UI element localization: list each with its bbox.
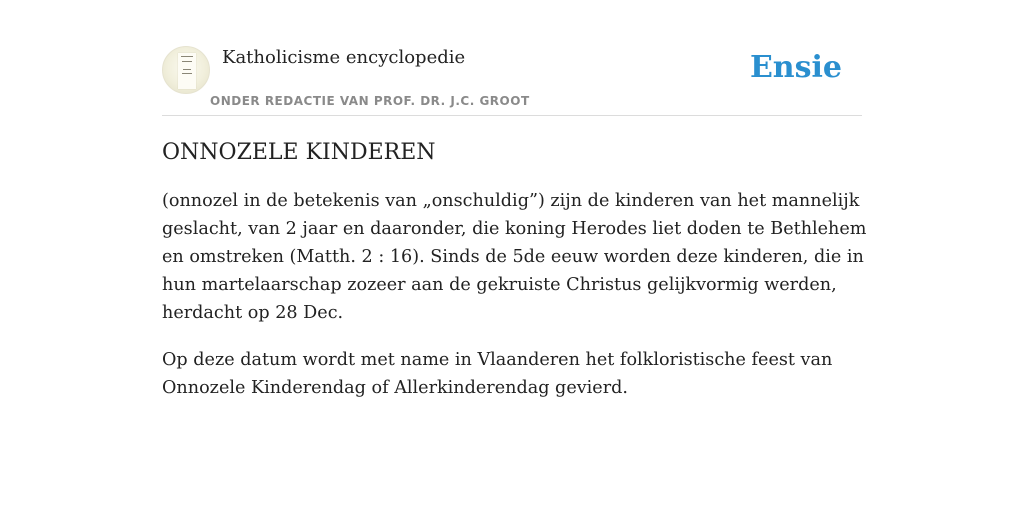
article-body — [162, 140, 867, 421]
book-cover-thumbnail[interactable] — [162, 46, 210, 94]
ensie-logo[interactable]: Ensie — [749, 50, 842, 85]
editor-credit: ONDER REDACTIE VAN PROF. DR. J.C. GROOT — [210, 94, 530, 108]
book-cover-line — [181, 56, 193, 57]
book-cover-line — [182, 73, 192, 74]
article-paragraph: Op deze datum wordt met name in Vlaanderen het folkloristische feest van Onnozele Kinderendag of Allerkinderendag gevierd. — [162, 350, 833, 398]
encyclopedia-header — [162, 44, 862, 116]
article-paragraph: (onnozel in de betekenis van „onschuldig”) zijn de kinderen van het mannelijk geslacht, van 2 jaar en daaronder, die koning Herodes liet doden te Bethlehem en omstreken (Matth. 2 : 16). Sinds de 5de eeuw worden deze kinderen, die in hun martelaarschap zozeer aan de gekruiste Christus gelijkvormig werden, herdacht op 28 Dec. — [162, 191, 867, 323]
book-title[interactable]: Katholicisme encyclopedie — [222, 47, 466, 68]
book-cover-page — [178, 53, 196, 89]
book-cover-line — [183, 69, 191, 70]
book-cover-line — [182, 61, 192, 62]
article-title: ONNOZELE KINDEREN — [162, 140, 436, 165]
